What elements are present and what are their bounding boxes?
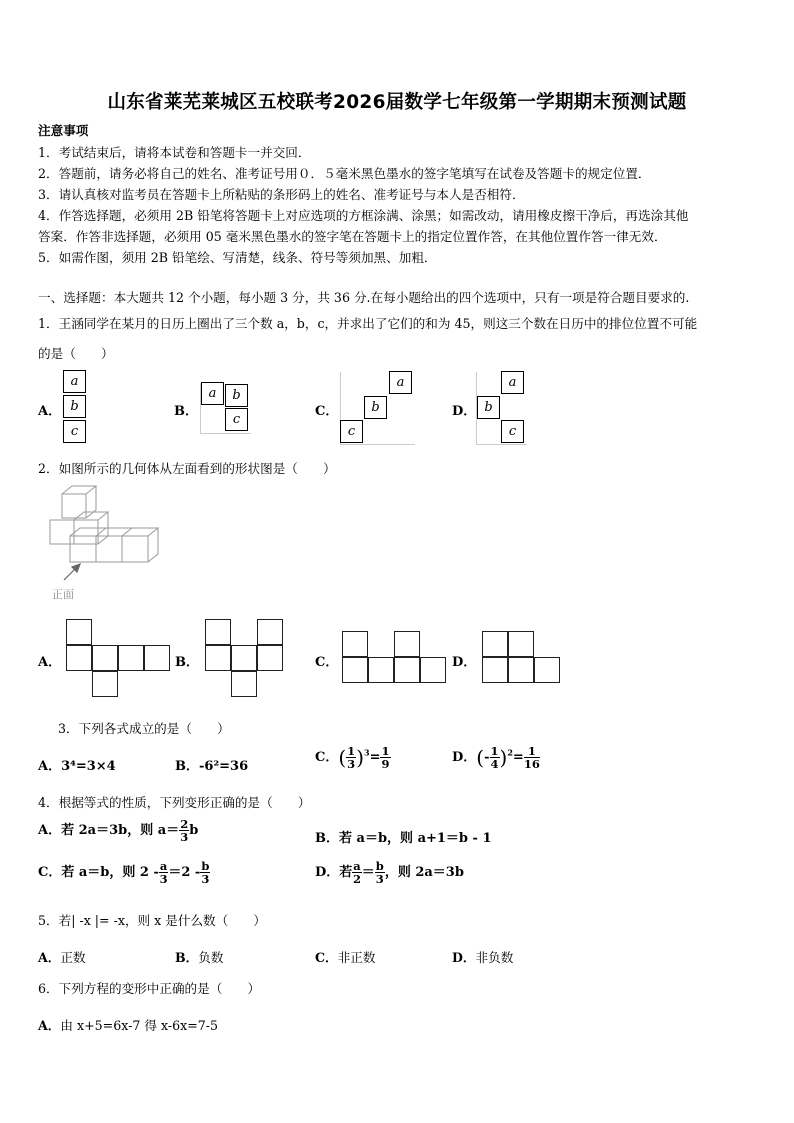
notice-item-4: 4．作答选择题，必须用 2B 铅笔将答题卡上对应选项的方框涂满、涂黑；如需改动，请用橡皮擦干净后，再选涂其他 (38, 208, 689, 223)
q4-option-d: D．若 $\frac{a}{2}$ ＝ $\frac{b}{3}$ ，则 2a＝3b (315, 859, 464, 886)
cell-c: c (340, 420, 363, 443)
notice-item-5: 5．如需作图，须用 2B 铅笔绘、写清楚，线条、符号等须加黑、加粗． (38, 250, 437, 265)
cell-a: a (389, 371, 412, 394)
q2-option-a-label: A． (38, 655, 62, 670)
q1-stem-cont: 的是（ ） (38, 346, 114, 361)
q2-option-d-label: D． (452, 655, 477, 670)
q2-stem: 2．如图所示的几何体从左面看到的形状图是（ ） (38, 461, 336, 476)
q4-stem: 4．根据等式的性质，下列变形正确的是（ ） (38, 795, 311, 810)
cell-b: b (225, 384, 248, 407)
notice-heading: 注意事项 (38, 123, 89, 138)
q1-option-c-label: C． (315, 404, 339, 419)
q5-option-d: D．非负数 (452, 950, 514, 965)
q4-option-a: A．若 2a＝3b，则 a＝ $\frac{2}{3}$ b (38, 817, 199, 844)
q4-option-b: B．若 a＝b，则 a+1＝b - 1 (315, 831, 492, 846)
q1-option-d-label: D． (452, 404, 477, 419)
q3-option-d: D．(- $\frac{1}{4}$ )$^2$= $\frac{1}{16}$ (452, 744, 540, 771)
q3-option-c: C．( $\frac{1}{3}$ )$^3$= $\frac{1}{9}$ (315, 744, 390, 771)
cell-b: b (477, 396, 500, 419)
cell-a: a (201, 382, 224, 405)
q1-stem: 1．王涵同学在某月的日历上圈出了三个数 a，b，c，并求出了它们的和为 45，则这三个数在日历中的排位位置不可能 (38, 316, 698, 331)
section-heading: 一、选择题：本大题共 12 个小题，每小题 3 分，共 36 分.在每小题给出的四个选项中，只有一项是符合题目要求的. (38, 290, 690, 305)
notice-item-3: 3．请认真核对监考员在答题卡上所粘贴的条形码上的姓名、准考证号与本人是否相符． (38, 187, 525, 202)
notice-item-2: 2．答题前，请务必将自己的姓名、准考证号用０．５毫米黑色墨水的签字笔填写在试卷及答题卡的规定位置． (38, 166, 651, 181)
cell-a: a (501, 371, 524, 394)
q3-stem: 3．下列各式成立的是（ ） (58, 721, 230, 736)
q5-option-a: A．正数 (38, 950, 86, 965)
cell-c: c (225, 408, 248, 431)
page-title: 山东省莱芜莱城区五校联考2026届数学七年级第一学期期末预测试题 (107, 92, 687, 113)
q2-option-c-label: C． (315, 655, 339, 670)
q3-option-b: B．-6²=36 (175, 759, 249, 774)
notice-item-1: 1．考试结束后，请将本试卷和答题卡一并交回． (38, 145, 311, 160)
q5-option-b: B．负数 (175, 950, 224, 965)
q5-option-c: C．非正数 (315, 950, 376, 965)
cell-a: a (63, 370, 86, 393)
solid-figure (48, 484, 164, 602)
cell-c: c (501, 420, 524, 443)
notice-item-4-cont: 答案．作答非选择题，必须用 05 毫米黑色墨水的签字笔在答题卡上的指定位置作答，在其他位置作答一律无效． (38, 229, 667, 244)
q1-option-a-label: A． (38, 404, 62, 419)
q1-option-b-label: B． (174, 404, 198, 419)
front-label: 正面 (52, 588, 74, 601)
q6-option-a: A．由 x+5=6x-7 得 x-6x=7-5 (38, 1018, 219, 1033)
q2-option-b-label: B． (175, 655, 199, 670)
cell-b: b (63, 395, 86, 418)
q3-option-a: A．3⁴=3×4 (38, 759, 116, 774)
q6-stem: 6．下列方程的变形中正确的是（ ） (38, 981, 261, 996)
q4-option-c: C．若 a＝b，则 2 - $\frac{a}{3}$ ＝2 - $\frac{b}{3}$ (38, 859, 210, 886)
cell-c: c (63, 420, 86, 443)
cell-b: b (364, 396, 387, 419)
q5-stem: 5．若| -x |= -x，则 x 是什么数（ ） (38, 913, 267, 928)
